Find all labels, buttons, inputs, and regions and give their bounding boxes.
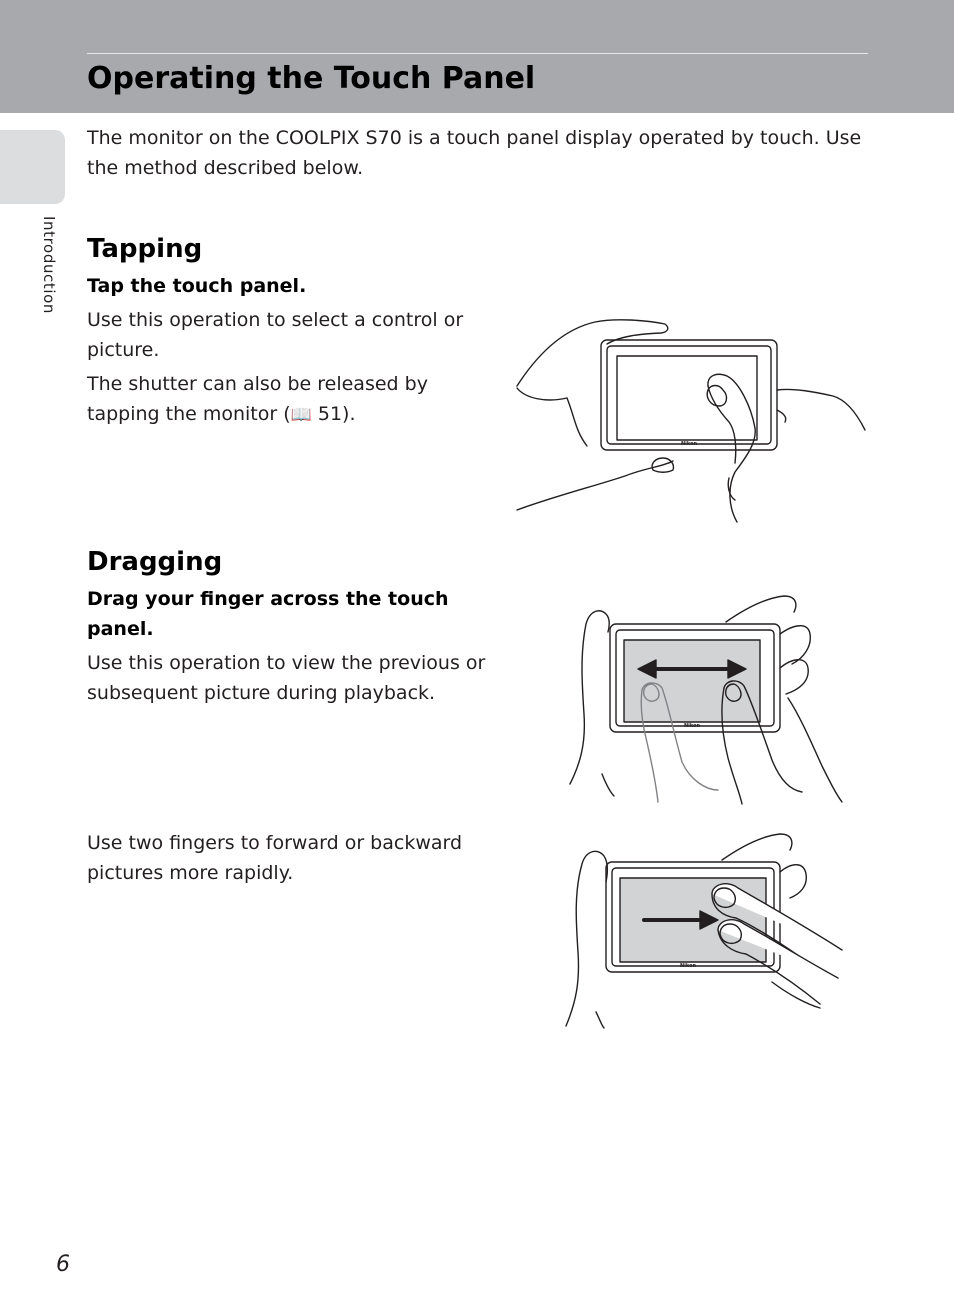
tapping-heading: Tapping bbox=[87, 234, 203, 264]
tapping-paragraph-1: Use this operation to select a control or picture. bbox=[87, 309, 464, 361]
tapping-paragraph-2-text: The shutter can also be released by tapping the monitor ( bbox=[87, 373, 428, 425]
right-hand-top bbox=[726, 596, 796, 622]
left-hand-crease bbox=[602, 774, 614, 796]
tapping-paragraph-2 bbox=[87, 369, 487, 430]
left-hand-crease bbox=[596, 1012, 604, 1028]
dragging-heading: Dragging bbox=[87, 547, 223, 577]
camera-brand-label: Nikon bbox=[684, 723, 701, 729]
dragging-illustration bbox=[566, 594, 846, 806]
tapping-illustration bbox=[515, 318, 867, 523]
camera-screen bbox=[624, 640, 760, 722]
page-number: 6 bbox=[56, 1252, 70, 1277]
right-hand-finger bbox=[780, 865, 806, 898]
left-hand-palm bbox=[517, 388, 587, 446]
right-hand-grip bbox=[777, 410, 786, 422]
camera-brand-label: Nikon bbox=[681, 441, 698, 447]
page-reference: 51). bbox=[317, 403, 356, 425]
intro-paragraph: The monitor on the COOLPIX S70 is a touch panel display operated by touch. Use the method described below. bbox=[87, 127, 862, 179]
right-hand-finger-2 bbox=[780, 660, 808, 694]
two-finger-illustration bbox=[562, 832, 850, 1032]
section-tab-label: Introduction bbox=[40, 216, 58, 315]
dragging-paragraph: Use this operation to view the previous or subsequent picture during playback. bbox=[87, 652, 486, 704]
section-tab bbox=[0, 130, 65, 204]
left-hand-outline bbox=[566, 851, 607, 1026]
book-icon[interactable]: 📖 bbox=[290, 405, 312, 425]
tapping-instruction: Tap the touch panel. bbox=[87, 275, 307, 297]
right-hand-palm bbox=[788, 698, 842, 802]
camera-brand-label: Nikon bbox=[680, 963, 697, 969]
right-hand-top bbox=[777, 389, 865, 430]
right-hand-top bbox=[722, 834, 792, 860]
left-hand-bottom bbox=[517, 461, 673, 510]
header-band bbox=[0, 0, 954, 113]
camera-screen bbox=[617, 356, 757, 440]
page-title: Operating the Touch Panel bbox=[87, 61, 536, 96]
dragging-instruction: Drag your finger across the touch panel. bbox=[87, 588, 449, 640]
header-rule bbox=[87, 53, 868, 54]
left-hand-outline bbox=[570, 611, 609, 784]
two-finger-paragraph: Use two fingers to forward or backward pictures more rapidly. bbox=[87, 832, 463, 884]
right-hand-finger-1 bbox=[780, 626, 810, 664]
